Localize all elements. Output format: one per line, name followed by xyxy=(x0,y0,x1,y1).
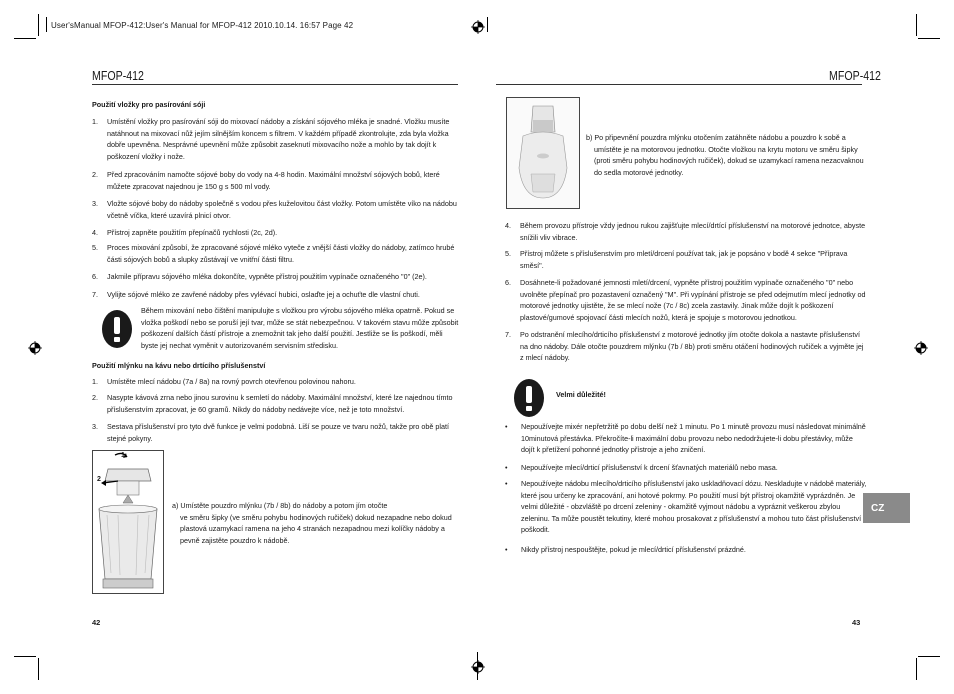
list-number: 6. xyxy=(505,278,511,287)
bullet-icon: • xyxy=(505,422,508,431)
figure-grinder-assembly xyxy=(92,450,164,594)
list-text-line: poškození vložky i nože. xyxy=(107,151,185,161)
important-icon xyxy=(514,379,544,417)
text-line: ve směru šipky (ve směru pohybu hodinových ručiček) dokud nezapadne nebo dokud xyxy=(180,512,452,522)
bullet-text-line: Nepoužívejte mixér nepřetržitě po dobu delší než 1 minutu. Po 1 minutě provozu musí následovat minimálně xyxy=(521,422,866,431)
list-text-line: příslušenstvím zpracovat, je 60 gramů. Nikdy do nádoby nedávejte více, než je toto množství. xyxy=(107,404,405,414)
list-number: 5. xyxy=(92,243,98,252)
list-text-line: Jakmile přípravu sójového mléka dokončíte, vypněte přístroj použitím vypínače označeného "0" (2e). xyxy=(107,272,427,281)
list-text-line: Přístroj zapněte použitím přepínačů rychlosti (2c, 2d). xyxy=(107,228,278,237)
text-line: poškození dalších částí přístroje a znemožnit tak jeho další použití. Jestliže se lis poškodí, měli xyxy=(141,329,443,339)
crop-mark xyxy=(38,658,39,680)
list-number: 4. xyxy=(505,221,511,230)
list-text-line: části sójových bobů a slupky zůstávají ve vnitřní části filtru. xyxy=(107,254,294,264)
bullet-text-line: které jsou určeny ke zpracování, ani hotové pokrmy. Po použití musí být přístroj okamžitě vyprázdněn. Je xyxy=(521,490,856,500)
bullet-text-line: poškodit. xyxy=(521,525,550,535)
file-info-frame xyxy=(46,17,488,32)
list-text-line: na dno nádoby. Dále otočte pouzdrem mlýnku (7b / 8b) proti směru otáčení hodinových ručiček a vyjměte jej xyxy=(520,341,864,351)
list-number: 7. xyxy=(92,290,98,299)
language-tab: CZ xyxy=(863,493,910,523)
file-info-line: User'sManual MFOP-412:User's Manual for MFOP-412 2010.10.14. 16:57 Page 42 xyxy=(51,21,354,30)
crop-mark xyxy=(14,38,36,39)
bullet-text-line: 10minutová přestávka. Překročíte-li maximální dobu provozu nebo nedodržujete-li dobu přestávky, může xyxy=(521,433,853,443)
blender-illustration-icon xyxy=(507,98,579,208)
bullet-icon: • xyxy=(505,479,508,488)
crop-mark xyxy=(918,38,940,39)
list-text-line: Vylijte sójové mléko ze zavřené nádoby přes vylévací hubici, oslaďte jej a ochuťte dle vlastní chuti. xyxy=(107,290,420,299)
list-text-line: můžete zpracovat najednou je 150 g s 500 ml vody. xyxy=(107,181,271,191)
list-text-line: včetně víčka, které uzavírá plnicí otvor. xyxy=(107,210,231,220)
list-text-line: Nasypte kávová zrna nebo jinou surovinu k semletí do nádoby. Maximální množství, které lze najednou tímto xyxy=(107,393,453,402)
warning-icon xyxy=(102,310,132,348)
list-number: 5. xyxy=(505,249,511,258)
list-text-line: Vložte sójové boby do nádoby společně s vodou přes kuželovitou část vložky. Potom umístěte víko na nádobu xyxy=(107,199,457,208)
bullet-icon: • xyxy=(505,545,508,554)
text-line: vložka poškodí nebo se poruší její tvar, může se stát nebezpečnou. V takovém stavu může způsobit xyxy=(141,317,459,327)
list-text-line: dobře upevněna. Nesprávné upevnění může způsobit zaseknutí mixovacího nože a mohlo by tak dojít k xyxy=(107,140,437,150)
text-line: do sedla motorové jednotky. xyxy=(594,167,684,177)
bullet-text-line: Nepoužívejte mlecí/drticí příslušenství k drcení šťavnatých materiálů nebo masa. xyxy=(521,463,778,472)
list-text-line: plastové/gumové spojovací části mlecích nožů, která je spojuje s motorovou jednotkou. xyxy=(520,312,797,322)
page-number-right: 43 xyxy=(852,618,861,627)
list-text-line: Před zpracováním namočte sójové boby do vody na 4-8 hodin. Maximální množství sójových bobů, které xyxy=(107,170,440,179)
list-text-line: snížili vliv vibrace. xyxy=(520,232,578,242)
bullet-text-line: Nikdy přístroj nespouštějte, pokud je mlecí/drticí příslušenství prázdné. xyxy=(521,545,746,554)
grinder-illustration-icon xyxy=(93,451,163,593)
bullet-icon: • xyxy=(505,463,508,472)
figure-label-1: 1 xyxy=(121,452,125,459)
text-line: (proti směru pohybu hodinových ručiček), dokud se uzamykací ramena nezacvaknou xyxy=(594,156,864,166)
list-number: 2. xyxy=(92,393,98,402)
list-text-line: Přístroj můžete s příslušenstvím pro mletí/drcení používat tak, jak je popsáno v bodě 4 sekce "Příprava xyxy=(520,249,848,258)
list-number: 2. xyxy=(92,170,98,179)
text-line: umístěte je na motorovou jednotku. Otočte vložkou na krytu motoru ve směru šipky xyxy=(594,144,858,154)
bullet-text-line: Nepoužívejte nádobu mlecího/drticího příslušenství jako uskladňovací dózu. Neskladujte v nádobě materiály, xyxy=(521,479,867,488)
section-title-grinder: Použití mlýnku na kávu nebo drtícího příslušenství xyxy=(92,361,266,370)
list-text-line: motorové jednotky ujistěte, že se mlecí nože (7c / 8c) zcela zastavily. Jinak může dojít k poškození xyxy=(520,301,834,311)
registration-mark-icon xyxy=(914,341,928,355)
text-line: Během mixování nebo čištění manipulujte s vložkou pro výrobu sójového mléka opatrně. Pokud se xyxy=(141,306,455,315)
list-text-line: z mlecí nádoby. xyxy=(520,353,570,363)
list-text-line: Po odstranění mlecího/drticího příslušenství z motorové jednotky jím otočte dokola a nastavte příslušenství xyxy=(520,330,860,339)
list-text-line: směsí". xyxy=(520,260,544,270)
list-text-line: Umístění vložky pro pasírování sóji do mixovací nádoby a získání sójového mléka je snadné. Vložku musíte xyxy=(107,117,450,126)
list-number: 4. xyxy=(92,228,98,237)
model-title-right: MFOP-412 xyxy=(829,69,881,83)
text-line: a) Umístěte pouzdro mlýnku (7b / 8b) do nádoby a potom jím otočte xyxy=(172,501,388,510)
important-title: Velmi důležité! xyxy=(556,390,606,399)
bullet-text-line: zeleninu. Ta může poustět tekutiny, které mohou prosakovat z příslušenství a mohou tuto část příslušenství xyxy=(521,513,862,523)
list-number: 1. xyxy=(92,377,98,386)
list-text-line: uvolněte přepínač pro pozastavení označený "M". Při vypínání přístroje se před odejmutím mlecí jednotky od xyxy=(520,289,866,299)
crop-mark xyxy=(918,656,940,657)
registration-mark-icon xyxy=(471,660,485,674)
crop-mark xyxy=(14,656,36,657)
text-line: pevně zajistěte pouzdro k nádobě. xyxy=(180,535,290,545)
crop-mark xyxy=(38,14,39,36)
crop-mark xyxy=(916,14,917,36)
bullet-text-line: dojít k přetížení pohonné jednotky přístroje a jeho zničení. xyxy=(521,445,706,455)
list-number: 1. xyxy=(92,117,98,126)
text-line: b) Po připevnění pouzdra mlýnku otočením zatáhněte nádobu a pouzdro k sobě a xyxy=(586,133,846,142)
page-number-left: 42 xyxy=(92,618,101,627)
header-rule-left xyxy=(92,84,458,85)
list-number: 3. xyxy=(92,422,98,431)
header-rule-right xyxy=(496,84,862,85)
figure-blender-motor xyxy=(506,97,580,209)
list-text-line: Umístěte mlecí nádobu (7a / 8a) na rovný povrch otevřenou polovinou nahoru. xyxy=(107,377,356,386)
figure-label-2: 2 xyxy=(97,476,101,483)
bullet-text-line: velmi důležité - obzvláště po drcení zeleniny - okamžitě vyjmout nádobu a vypráznit veškerou zbylou xyxy=(521,502,841,512)
list-text-line: Dosáhnete-li požadované jemnosti mletí/drcení, vypněte přístroj použitím vypínače označeného "0" nebo xyxy=(520,278,854,287)
list-number: 7. xyxy=(505,330,511,339)
list-text-line: natáhnout na mixovací nůž jejím silnějším koncem s filtrem. V každém případě zkontrolujte, zda byla vložka xyxy=(107,128,449,138)
list-text-line: Během provozu přístroje vždy jednou rukou zajišťujte mlecí/drtící příslušenství na motorové jednotce, abyste xyxy=(520,221,866,230)
model-title-left: MFOP-412 xyxy=(92,69,144,83)
list-text-line: Sestava příslušenství pro tyto dvě funkce je velmi podobná. Liší se pouze ve tvaru nožů, takže pro obě platí xyxy=(107,422,449,431)
text-line: byste jej nechat vyměnit v autorizovaném servisním středisku. xyxy=(141,340,338,350)
crop-mark xyxy=(916,658,917,680)
list-number: 3. xyxy=(92,199,98,208)
section-title-soy: Použití vložky pro pasírování sóji xyxy=(92,100,206,109)
list-text-line: stejné pokyny. xyxy=(107,433,153,443)
list-number: 6. xyxy=(92,272,98,281)
list-text-line: Proces mixování způsobí, že zpracované sójové mléko vyteče z vnější části vložky do nádoby, zatímco hrubé xyxy=(107,243,455,252)
registration-mark-icon xyxy=(28,341,42,355)
text-line: plastová uzamykací ramena na jeho 4 stranách nezapadnou mezi kolíčky nádoby a xyxy=(180,524,445,534)
